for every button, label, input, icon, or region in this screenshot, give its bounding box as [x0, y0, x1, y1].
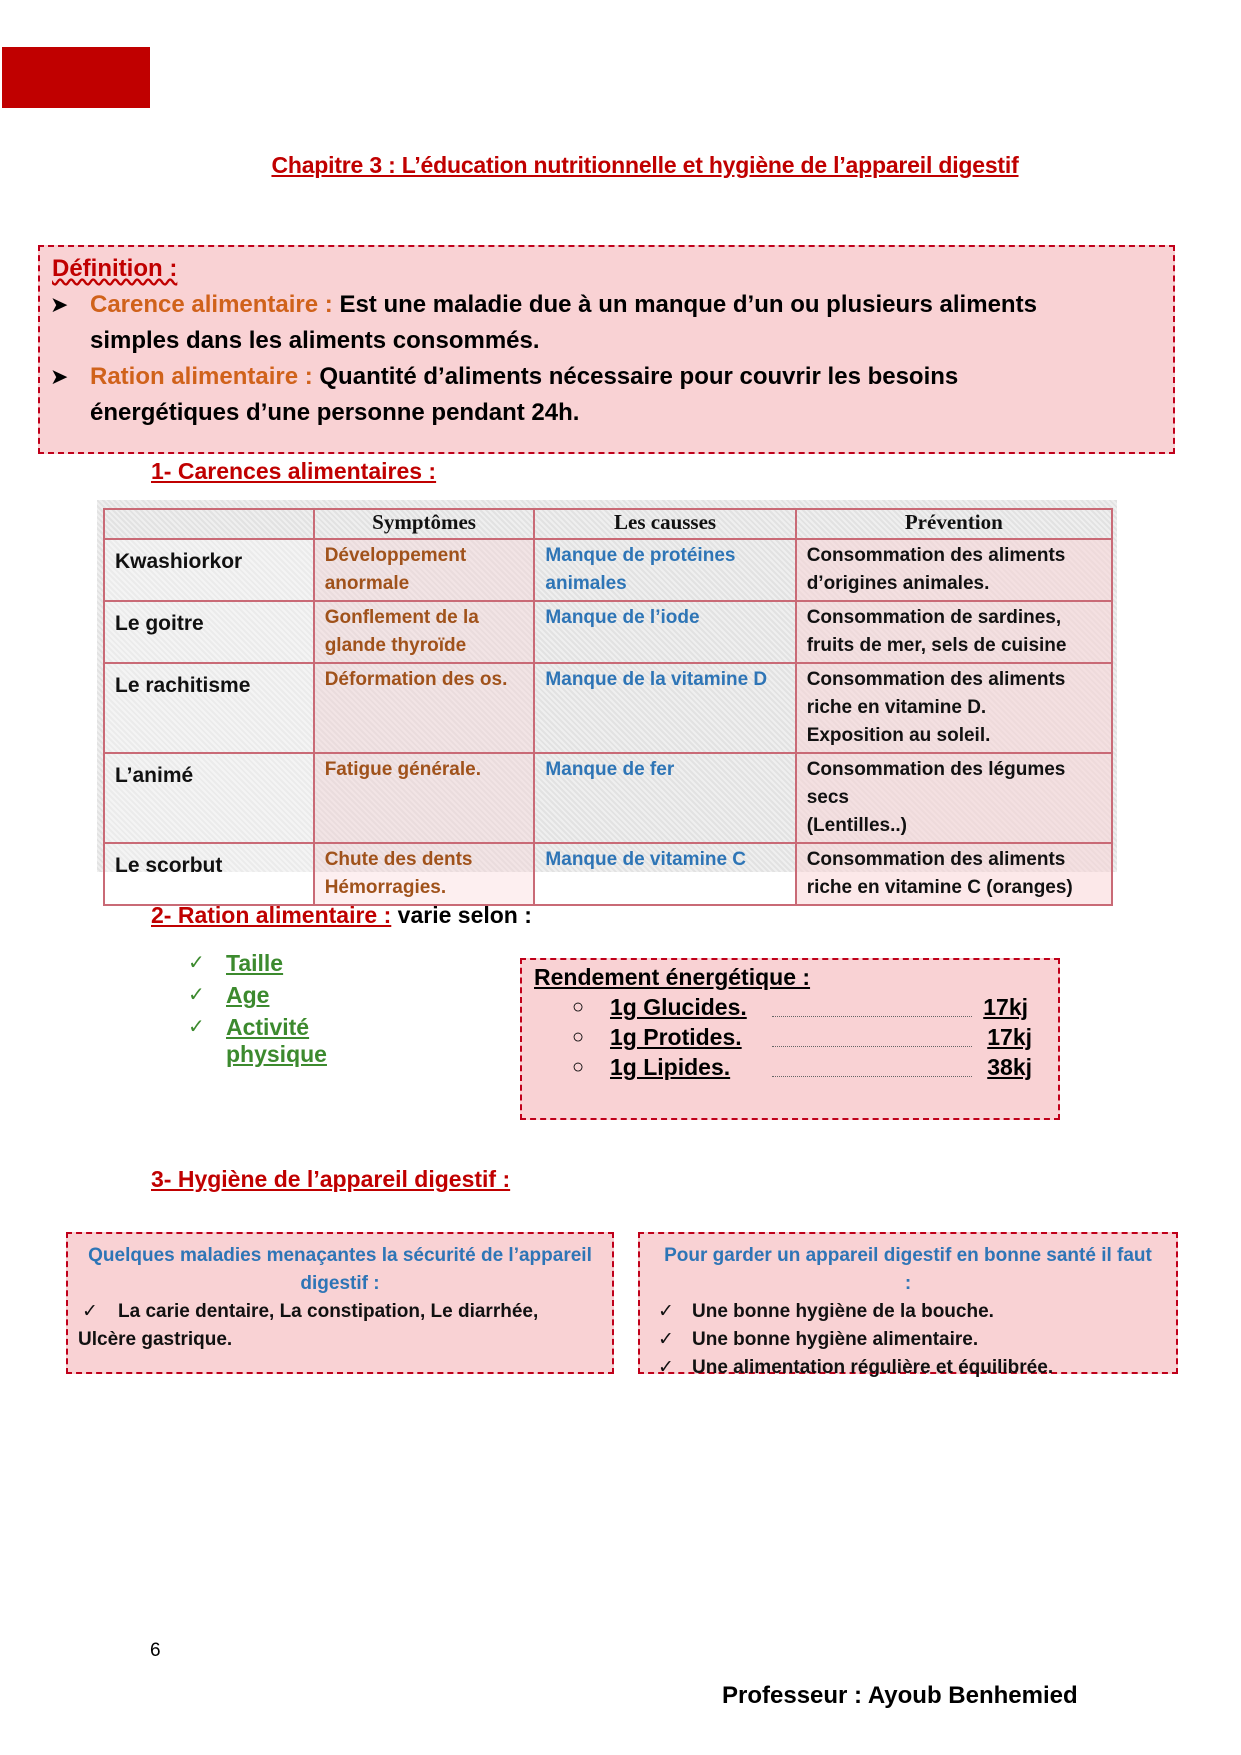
section-2-title: 2- Ration alimentaire : varie selon : — [151, 902, 532, 928]
definition-title: Définition : — [52, 255, 178, 282]
list-item: ✓ La carie dentaire, La constipation, Le diarrhée, — [118, 1298, 538, 1326]
energy-yield-title: Rendement énergétique : — [534, 964, 811, 990]
page-number: 6 — [150, 1640, 161, 1661]
symptoms-cell: Gonflement de la glande thyroïde — [314, 601, 535, 663]
header-red-block — [2, 47, 150, 108]
table-header-cell: Les causses — [534, 509, 795, 539]
section-3-title: 3- Hygiène de l’appareil digestif : — [151, 1166, 511, 1192]
checkmark-icon: ✓ — [658, 1301, 674, 1322]
digestive-diseases-heading: Quelques maladies menaçantes la sécurité de l’appareil digestif : — [88, 1245, 592, 1294]
prevention-cell: Consommation des aliments riche en vitamine C (oranges) — [796, 843, 1112, 905]
circle-bullet-icon: ○ — [572, 1056, 585, 1078]
digestive-health-box — [638, 1232, 1178, 1378]
definition-text: Quantité d’aliments nécessaire pour couvrir les besoins — [312, 363, 959, 390]
definition-box — [38, 245, 1175, 454]
table-row — [104, 843, 1112, 905]
symptoms-cell: Fatigue générale. — [314, 753, 535, 843]
table-row — [104, 753, 1112, 843]
definition-term: Ration alimentaire : — [90, 363, 313, 390]
prevention-cell: Consommation de sardines, fruits de mer, sels de cuisine — [796, 601, 1112, 663]
symptoms-cell: Chute des dents Hémorragies. — [314, 843, 535, 905]
definition-term: Carence alimentaire : — [90, 291, 333, 318]
energy-yield-row: ○ 1g Protides. 17kj — [572, 1024, 1032, 1050]
disease-cell: Le scorbut — [104, 843, 314, 905]
list-item: ✓ Une bonne hygiène de la bouche. — [692, 1298, 994, 1326]
table-row — [104, 601, 1112, 663]
checkmark-icon: ✓ — [188, 984, 205, 1006]
definition-text: simples dans les aliments consommés. — [90, 327, 540, 354]
causes-cell: Manque de vitamine C — [534, 843, 795, 905]
digestive-diseases-box — [66, 1232, 614, 1374]
prevention-cell: Consommation des légumes secs (Lentilles..) — [796, 753, 1112, 843]
definition-item-carence — [50, 287, 1150, 359]
table-header-row — [104, 509, 1112, 539]
digestive-health-heading: Pour garder un appareil digestif en bonne santé il faut : — [664, 1245, 1152, 1294]
section-1-title: 1- Carences alimentaires : — [151, 458, 437, 484]
table-row — [104, 663, 1112, 753]
checkmark-icon: ✓ — [658, 1329, 674, 1350]
energy-yield-box — [520, 958, 1060, 1120]
table-header-cell: Symptômes — [314, 509, 535, 539]
section-2-suffix: varie selon : — [391, 902, 532, 928]
causes-cell: Manque de la vitamine D — [534, 663, 795, 753]
definition-text: énergétiques d’une personne pendant 24h. — [90, 399, 580, 426]
checkmark-icon: ✓ — [82, 1301, 98, 1322]
table-row — [104, 539, 1112, 601]
disease-cell: Le goitre — [104, 601, 314, 663]
causes-cell: Manque de l’iode — [534, 601, 795, 663]
energy-yield-row: ○ 1g Lipides. 38kj — [572, 1054, 1032, 1080]
professor-signature: Professeur : Ayoub Benhemied — [722, 1682, 1078, 1709]
table-header-cell — [104, 509, 314, 539]
list-item: ✓ Une alimentation régulière et équilibrée. — [692, 1354, 1053, 1382]
disease-cell: Le rachitisme — [104, 663, 314, 753]
circle-bullet-icon: ○ — [572, 996, 585, 1018]
checkmark-icon: ✓ — [658, 1357, 674, 1378]
arrow-bullet-icon: ➤ — [50, 364, 69, 389]
arrow-bullet-icon: ➤ — [50, 292, 69, 317]
chapter-title: Chapitre 3 : L’éducation nutritionnelle et hygiène de l’appareil digestif — [271, 152, 1019, 178]
prevention-cell: Consommation des aliments riche en vitamine D. Exposition au soleil. — [796, 663, 1112, 753]
causes-cell: Manque de fer — [534, 753, 795, 843]
circle-bullet-icon: ○ — [572, 1026, 585, 1048]
checkmark-icon: ✓ — [188, 1016, 205, 1038]
causes-cell: Manque de protéines animales — [534, 539, 795, 601]
list-item: Ulcère gastrique. — [78, 1329, 233, 1350]
symptoms-cell: Déformation des os. — [314, 663, 535, 753]
table-header-cell: Prévention — [796, 509, 1112, 539]
disease-cell: L’animé — [104, 753, 314, 843]
checkmark-icon: ✓ — [188, 952, 205, 974]
prevention-cell: Consommation des aliments d’origines animales. — [796, 539, 1112, 601]
deficiency-table — [103, 508, 1113, 906]
list-item: ✓ Une bonne hygiène alimentaire. — [692, 1326, 978, 1354]
symptoms-cell: Développement anormale — [314, 539, 535, 601]
definition-item-ration — [50, 359, 1150, 431]
energy-yield-row: ○ 1g Glucides. 17kj — [572, 994, 1028, 1020]
definition-text: Est une maladie due à un manque d’un ou plusieurs aliments — [332, 291, 1037, 318]
disease-cell: Kwashiorkor — [104, 539, 314, 601]
